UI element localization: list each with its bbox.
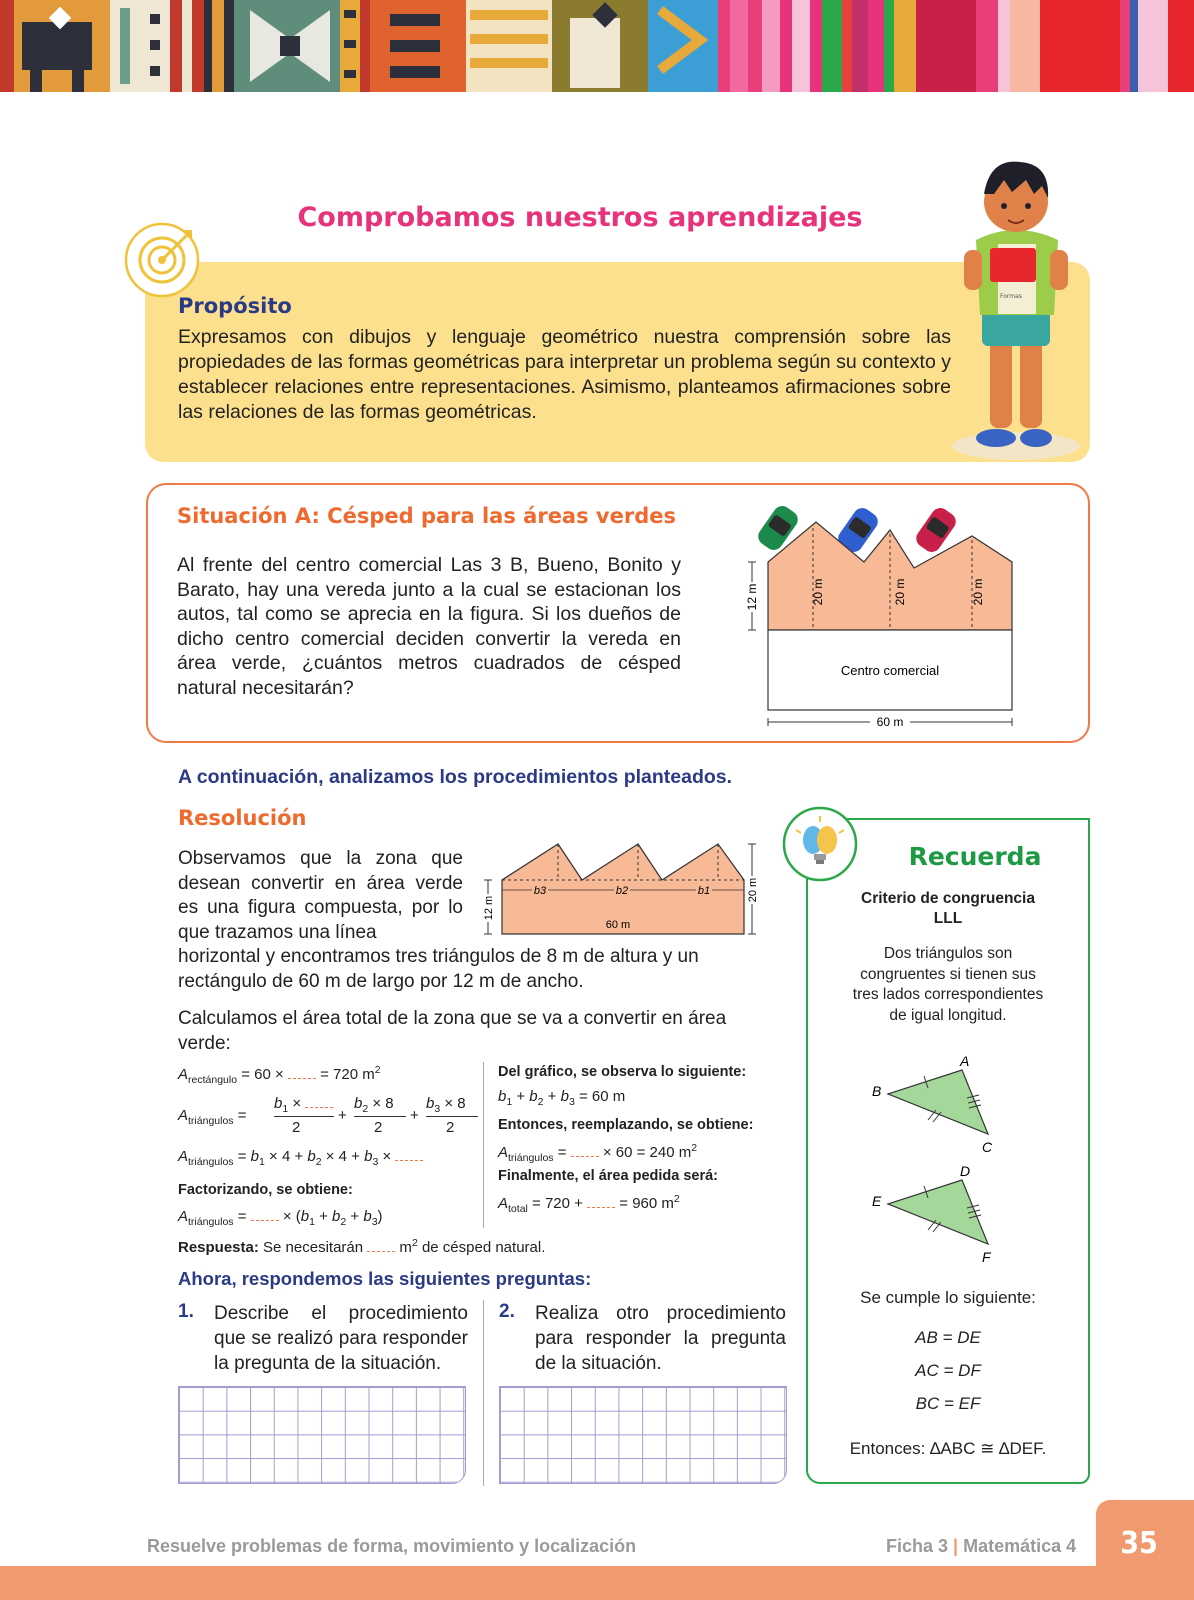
student-illustration xyxy=(950,150,1090,468)
respuesta-post: de césped natural. xyxy=(417,1239,546,1256)
triangle-def xyxy=(862,1162,1012,1270)
label-12m: 12 m xyxy=(745,583,759,611)
respuesta-label: Respuesta: xyxy=(178,1239,259,1256)
resolucion-figure xyxy=(478,838,768,938)
blank[interactable] xyxy=(251,1219,279,1221)
question-1-text: Describe el procedimiento que se realizó para responder la pregunta de la situación. xyxy=(214,1303,468,1374)
formula-suma-bases: $b_1 + b_2 + b_3 = 60$ m xyxy=(498,1088,626,1108)
recuerda-se-cumple: Se cumple lo siguiente: xyxy=(860,1288,1036,1307)
resolucion-paragraph-2: Calculamos el área total de la zona que se va a convertir en área verde: xyxy=(178,1008,727,1054)
formula-triangulos-fraccion: $A_{triángulos}$ = $b_1$ × 2 + $b_2 \times 8$ 2 + $b_3 \times 8$ 2 xyxy=(178,1095,478,1139)
book-label: Formas xyxy=(1000,293,1022,300)
label-centro-comercial: Centro comercial xyxy=(840,663,940,678)
label-20m: 20 m xyxy=(747,877,759,903)
decorative-textile-band xyxy=(0,0,1194,92)
footer-ficha: Ficha 3 xyxy=(886,1536,949,1556)
recuerda-eq-3: BC = EF xyxy=(915,1394,981,1413)
recuerda-subheading-1: Criterio de congruencia xyxy=(861,890,1035,907)
triangle-abc xyxy=(862,1052,1012,1160)
situacion-heading: Situación A: Césped para las áreas verdes xyxy=(177,504,676,528)
formula-triangulos-expanded: $A_{triángulos} = b_1 \times 4 + b_2 \times 4 + b_3$ × xyxy=(178,1148,423,1168)
vertex-f: F xyxy=(982,1249,991,1265)
respuesta-pre: Se necesitarán xyxy=(258,1239,368,1256)
footer-subject: Matemática 4 xyxy=(963,1536,1077,1556)
vertex-e: E xyxy=(872,1193,882,1209)
recuerda-subheading-2: LLL xyxy=(933,910,963,927)
blank[interactable] xyxy=(571,1155,599,1157)
bottom-strip xyxy=(0,1566,1194,1600)
resolucion-paragraph-1: Observamos que la zona que desean convertir en área verde es una figura compuesta, por lo que trazamos una línea xyxy=(178,848,463,943)
proposito-heading: Propósito xyxy=(178,294,292,318)
label-b2: b2 xyxy=(615,885,629,897)
preguntas-heading: Ahora, respondemos las siguientes preguntas: xyxy=(178,1268,592,1289)
textile-pattern xyxy=(0,0,1194,92)
vertex-d: D xyxy=(960,1163,971,1179)
brain-lightbulb-icon xyxy=(782,806,858,882)
situacion-text: Al frente del centro comercial Las 3 B, Bueno, Bonito y Barato, hay una vereda junto a la cual se estacionan los autos, tal como se aprecia en la figura. Si los dueños de dicho centro comercial deciden convertir la vereda en área verde, ¿cuántos metros cuadrados de césped natural necesitarán? xyxy=(177,554,681,699)
blank[interactable] xyxy=(305,1106,333,1108)
footer-separator: | xyxy=(953,1536,959,1556)
formula-total: $A_{total} = 720$ + = 960 $m^2$ xyxy=(498,1193,680,1215)
page-number: 35 xyxy=(1120,1526,1158,1561)
target-icon xyxy=(124,222,200,298)
blank[interactable] xyxy=(288,1077,316,1079)
resolucion-heading: Resolución xyxy=(178,806,307,830)
blank[interactable] xyxy=(395,1159,423,1161)
situacion-figure xyxy=(730,500,1030,734)
label-20m-3: 20 m xyxy=(971,578,985,606)
answer-grid-1[interactable] xyxy=(178,1386,466,1484)
blank[interactable] xyxy=(367,1250,395,1252)
label-b3: b3 xyxy=(533,885,547,897)
question-2-text: Realiza otro procedimiento para responder la pregunta de la situación. xyxy=(535,1303,786,1374)
footer-left-text: Resuelve problemas de forma, movimiento y localización xyxy=(147,1536,637,1556)
column-divider xyxy=(483,1062,484,1228)
label-20m-1: 20 m xyxy=(811,578,825,606)
recuerda-heading: Recuerda xyxy=(908,842,1042,871)
entonces-label: Entonces, reemplazando, se obtiene: xyxy=(498,1117,754,1133)
formula-factorizado: $A_{triángulos}$ = × $(b_1 + b_2 + b_3)$ xyxy=(178,1208,383,1228)
vertex-a: A xyxy=(960,1053,970,1069)
question-2-number: 2. xyxy=(499,1301,515,1322)
footer-right xyxy=(886,1536,1076,1557)
respuesta-line: Respuesta: Se necesitarán $m^2$ de césped natural. xyxy=(178,1237,546,1256)
proposito-text: Expresamos con dibujos y lenguaje geométrico nuestra comprensión sobre las propiedades de las formas geométricas para interpretar un problema según su contexto y establecer relaciones entre representaciones. Asimismo, planteamos afirmaciones sobre las relaciones de las formas geométricas. xyxy=(178,326,951,423)
answer-grid-2[interactable] xyxy=(499,1386,787,1484)
recuerda-conclusion: Entonces: ∆ABC ≅ ∆DEF. xyxy=(849,1439,1047,1458)
label-60m: 60 m xyxy=(605,919,631,931)
resolucion-paragraph-1b: horizontal y encontramos tres triángulos de 8 m de altura y un rectángulo de 60 m de largo por 12 m de ancho. xyxy=(178,946,699,992)
recuerda-text: Dos triángulos son congruentes si tienen sus tres lados correspondientes de igual longitud. xyxy=(852,945,1044,1024)
label-b1: b1 xyxy=(697,885,711,897)
formula-triangulos-resultado: $A_{triángulos}$ = × 60 = 240 $m^2$ xyxy=(498,1142,698,1164)
question-divider xyxy=(483,1300,484,1486)
factorizando-label: Factorizando, se obtiene: xyxy=(178,1182,353,1198)
analysis-intro: A continuación, analizamos los procedimientos planteados. xyxy=(178,766,733,788)
blank[interactable] xyxy=(587,1206,615,1208)
label-20m-2: 20 m xyxy=(893,578,907,606)
recuerda-eq-1: AB = DE xyxy=(915,1328,981,1347)
label-12m: 12 m xyxy=(483,895,495,921)
formula-rectangulo: $A_{rectángulo} = 60$ × = 720 $m^2$ xyxy=(178,1064,381,1086)
vertex-b: B xyxy=(872,1083,882,1099)
del-grafico-label: Del gráfico, se observa lo siguiente: xyxy=(498,1064,747,1080)
page-title: Comprobamos nuestros aprendizajes xyxy=(297,202,863,233)
finalmente-label: Finalmente, el área pedida será: xyxy=(498,1168,719,1184)
recuerda-eq-2: AC = DF xyxy=(915,1361,981,1380)
vertex-c: C xyxy=(982,1139,993,1155)
label-60m: 60 m xyxy=(876,715,904,729)
question-1-number: 1. xyxy=(178,1301,194,1322)
